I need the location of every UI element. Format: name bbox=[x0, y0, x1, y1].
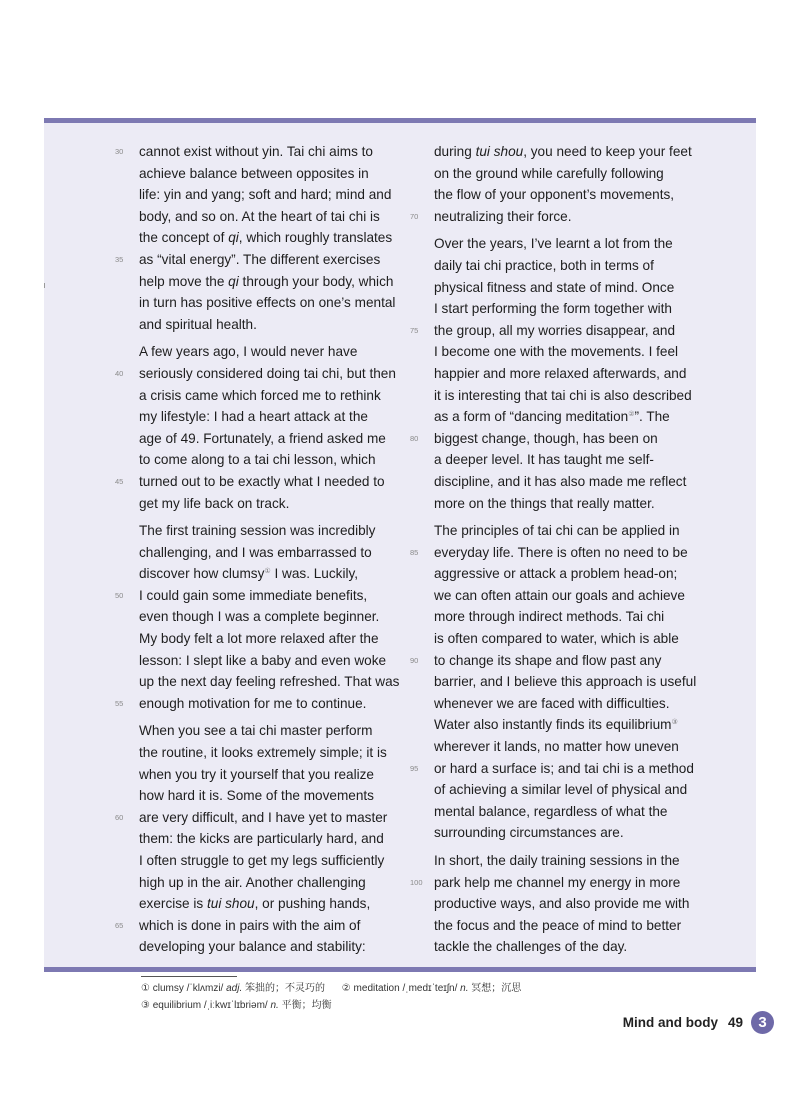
text-line bbox=[410, 428, 706, 450]
line-text: Water also instantly finds its equilibrium③ bbox=[434, 717, 678, 733]
paragraph bbox=[410, 850, 706, 958]
text-line bbox=[139, 385, 409, 407]
line-text: life: yin and yang; soft and hard; mind and bbox=[139, 187, 392, 203]
text-line bbox=[139, 271, 409, 293]
line-number: 50 bbox=[115, 590, 124, 600]
text-line bbox=[115, 915, 409, 937]
line-number: 40 bbox=[115, 368, 124, 378]
line-number: 30 bbox=[115, 147, 124, 156]
line-text: the concept of qi, which roughly translates bbox=[139, 230, 393, 246]
line-number: 45 bbox=[115, 476, 124, 486]
text-line bbox=[434, 563, 706, 585]
line-text: during tui shou, you need to keep your feet bbox=[434, 144, 692, 159]
line-text: which is done in pairs with the aim of bbox=[139, 917, 361, 933]
line-text: the routine, it looks extremely simple; it is bbox=[139, 745, 387, 761]
line-text: the focus and the peace of mind to better bbox=[434, 917, 682, 933]
line-text: A few years ago, I would never have bbox=[139, 344, 358, 360]
text-line bbox=[139, 785, 409, 807]
text-line bbox=[434, 277, 706, 299]
paragraph bbox=[115, 141, 409, 335]
text-line bbox=[139, 764, 409, 786]
line-text: as a form of “dancing meditation②”. The bbox=[434, 409, 670, 425]
text-line bbox=[139, 893, 409, 915]
text-line bbox=[115, 363, 409, 385]
text-line bbox=[139, 520, 409, 542]
text-line bbox=[434, 628, 706, 650]
line-text: discipline, and it has also made me reflect bbox=[434, 473, 687, 489]
text-line bbox=[115, 585, 409, 607]
text-line bbox=[434, 693, 706, 715]
line-text: of achieving a similar level of physical and bbox=[434, 782, 688, 798]
line-text: In short, the daily training sessions in the bbox=[434, 853, 680, 868]
line-text: or hard a surface is; and tai chi is a method bbox=[434, 760, 694, 776]
text-line bbox=[139, 163, 409, 185]
text-line bbox=[139, 206, 409, 228]
line-text: park help me channel my energy in more bbox=[434, 874, 681, 890]
line-text: is often compared to water, which is able bbox=[434, 631, 679, 647]
footnote-rule bbox=[141, 976, 237, 977]
footnote-clumsy: ① clumsy /ˈklʌmzi/ adj. 笨拙的；不灵巧的 bbox=[141, 983, 326, 994]
line-text: everyday life. There is often no need to be bbox=[434, 544, 688, 560]
line-number: 55 bbox=[115, 698, 124, 708]
text-line bbox=[434, 822, 706, 844]
text-line bbox=[139, 314, 409, 336]
text-line bbox=[139, 828, 409, 850]
page-footer bbox=[623, 1010, 774, 1034]
text-line bbox=[139, 671, 409, 693]
text-line bbox=[139, 428, 409, 450]
line-text: When you see a tai chi master perform bbox=[139, 723, 373, 739]
line-text: it is interesting that tai chi is also described bbox=[434, 387, 692, 403]
text-line bbox=[139, 493, 409, 515]
text-line bbox=[115, 693, 409, 715]
line-number: 65 bbox=[115, 920, 124, 930]
line-text: and spiritual health. bbox=[139, 316, 257, 332]
line-text: more on the things that really matter. bbox=[434, 495, 655, 511]
text-line bbox=[434, 298, 706, 320]
text-line bbox=[139, 184, 409, 206]
line-text: discover how clumsy① I was. Luckily, bbox=[139, 566, 359, 582]
line-text: exercise is tui shou, or pushing hands, bbox=[139, 896, 371, 912]
line-text: surrounding circumstances are. bbox=[434, 825, 624, 841]
paragraph bbox=[410, 141, 706, 227]
line-text: more through indirect methods. Tai chi bbox=[434, 609, 665, 625]
text-line bbox=[139, 720, 409, 742]
line-text: I become one with the movements. I feel bbox=[434, 344, 679, 360]
text-line bbox=[434, 233, 706, 255]
text-line bbox=[434, 341, 706, 363]
text-line bbox=[139, 936, 409, 958]
line-text: up the next day feeling refreshed. That was bbox=[139, 674, 400, 690]
margin-tick bbox=[44, 283, 45, 288]
line-number: 75 bbox=[410, 325, 419, 335]
line-text: aggressive or attack a problem head-on; bbox=[434, 566, 678, 582]
paragraph bbox=[115, 341, 409, 514]
text-line bbox=[139, 650, 409, 672]
text-line bbox=[139, 850, 409, 872]
line-text: how hard it is. Some of the movements bbox=[139, 788, 374, 804]
line-text: daily tai chi practice, both in terms of bbox=[434, 257, 654, 273]
line-number: 85 bbox=[410, 547, 419, 557]
line-text: developing your balance and stability: bbox=[139, 939, 366, 955]
line-text: the flow of your opponent’s movements, bbox=[434, 187, 675, 203]
reading-panel bbox=[44, 118, 756, 972]
line-text: physical fitness and state of mind. Once bbox=[434, 279, 675, 295]
paragraph bbox=[115, 720, 409, 958]
text-line bbox=[410, 542, 706, 564]
text-line bbox=[139, 406, 409, 428]
line-text: I start performing the form together with bbox=[434, 301, 672, 317]
line-text: wherever it lands, no matter how uneven bbox=[434, 739, 679, 755]
text-line bbox=[434, 141, 706, 163]
line-text: happier and more relaxed afterwards, and bbox=[434, 365, 687, 381]
line-text: cannot exist without yin. Tai chi aims to bbox=[139, 144, 373, 159]
line-text: barrier, and I believe this approach is useful bbox=[434, 674, 697, 690]
line-text: high up in the air. Another challenging bbox=[139, 874, 366, 890]
line-number: 35 bbox=[115, 254, 124, 264]
line-number: 70 bbox=[410, 211, 419, 221]
text-line bbox=[139, 742, 409, 764]
line-text: productive ways, and also provide me with bbox=[434, 896, 690, 912]
text-line bbox=[139, 227, 409, 249]
text-line bbox=[434, 184, 706, 206]
text-line bbox=[410, 206, 706, 228]
paragraph bbox=[410, 520, 706, 844]
line-text: My body felt a lot more relaxed after the bbox=[139, 631, 379, 647]
text-line bbox=[434, 801, 706, 823]
text-line bbox=[434, 585, 706, 607]
text-line bbox=[434, 163, 706, 185]
line-text: neutralizing their force. bbox=[434, 208, 572, 224]
line-text: my lifestyle: I had a heart attack at the bbox=[139, 409, 368, 425]
text-line bbox=[434, 893, 706, 915]
text-line bbox=[139, 341, 409, 363]
line-text: help move the qi through your body, which bbox=[139, 273, 394, 289]
text-line bbox=[115, 249, 409, 271]
text-line bbox=[139, 542, 409, 564]
paragraph bbox=[410, 233, 706, 514]
text-line bbox=[410, 872, 706, 894]
line-text: body, and so on. At the heart of tai chi is bbox=[139, 208, 380, 224]
line-text: seriously considered doing tai chi, but then bbox=[139, 365, 396, 381]
text-line bbox=[115, 471, 409, 493]
line-number: 80 bbox=[410, 433, 419, 443]
text-line bbox=[434, 406, 706, 428]
text-line bbox=[434, 606, 706, 628]
line-text: as “vital energy”. The different exercises bbox=[139, 251, 381, 267]
left-text-column bbox=[115, 141, 409, 964]
text-line bbox=[434, 255, 706, 277]
line-text: Over the years, I’ve learnt a lot from the bbox=[434, 236, 673, 252]
text-line bbox=[410, 758, 706, 780]
text-line bbox=[434, 520, 706, 542]
line-text: I could gain some immediate benefits, bbox=[139, 587, 368, 603]
line-text: to come along to a tai chi lesson, which bbox=[139, 452, 376, 468]
text-line bbox=[434, 736, 706, 758]
text-line bbox=[115, 141, 409, 163]
line-text: challenging, and I was embarrassed to bbox=[139, 544, 372, 560]
text-line bbox=[434, 363, 706, 385]
footnote-meditation: ② meditation /ˌmedɪˈteɪʃn/ n. 冥想；沉思 bbox=[341, 983, 522, 994]
text-line bbox=[139, 292, 409, 314]
line-text: them: the kicks are particularly hard, and bbox=[139, 831, 384, 847]
line-text: biggest change, though, has been on bbox=[434, 430, 658, 446]
line-number: 90 bbox=[410, 655, 419, 665]
text-line bbox=[139, 563, 409, 585]
text-line bbox=[139, 872, 409, 894]
line-text: mental balance, regardless of what the bbox=[434, 803, 668, 819]
text-line bbox=[115, 807, 409, 829]
text-line bbox=[434, 471, 706, 493]
line-number: 60 bbox=[115, 812, 124, 822]
line-text: on the ground while carefully following bbox=[434, 165, 664, 181]
line-text: I often struggle to get my legs sufficiently bbox=[139, 853, 385, 868]
line-text: in turn has positive effects on one’s mental bbox=[139, 295, 396, 311]
text-line bbox=[434, 493, 706, 515]
text-line bbox=[434, 850, 706, 872]
line-text: we can often attain our goals and achieve bbox=[434, 587, 685, 603]
line-text: The principles of tai chi can be applied in bbox=[434, 523, 680, 539]
line-text: the group, all my worries disappear, and bbox=[434, 322, 676, 338]
line-number: 95 bbox=[410, 763, 419, 773]
unit-title: Mind and body bbox=[622, 1014, 718, 1030]
line-text: lesson: I slept like a baby and even woke bbox=[139, 652, 387, 668]
text-line bbox=[434, 449, 706, 471]
text-line bbox=[434, 779, 706, 801]
line-text: are very difficult, and I have yet to master bbox=[139, 809, 388, 825]
page-number: 49 bbox=[727, 1014, 743, 1030]
footnotes bbox=[141, 980, 535, 1014]
text-line bbox=[139, 628, 409, 650]
text-line bbox=[139, 449, 409, 471]
text-line bbox=[139, 606, 409, 628]
line-number: 100 bbox=[410, 877, 423, 887]
footnote-equilibrium: ③ equilibrium /ˌiːkwɪˈlɪbriəm/ n. 平衡；均衡 bbox=[141, 1000, 332, 1011]
text-line bbox=[410, 650, 706, 672]
line-text: achieve balance between opposites in bbox=[139, 165, 369, 181]
text-line bbox=[434, 385, 706, 407]
line-text: get my life back on track. bbox=[139, 495, 290, 511]
line-text: even though I was a complete beginner. bbox=[139, 609, 380, 625]
line-text: whenever we are faced with difficulties. bbox=[434, 695, 670, 711]
line-text: when you try it yourself that you realize bbox=[139, 766, 374, 782]
text-line bbox=[434, 714, 706, 736]
line-text: to change its shape and flow past any bbox=[434, 652, 662, 668]
line-text: turned out to be exactly what I needed to bbox=[139, 473, 385, 489]
line-text: age of 49. Fortunately, a friend asked me bbox=[139, 430, 386, 446]
line-text: a crisis came which forced me to rethink bbox=[139, 387, 381, 403]
paragraph bbox=[115, 520, 409, 714]
line-text: tackle the challenges of the day. bbox=[434, 939, 628, 955]
right-text-column bbox=[410, 141, 706, 964]
text-line bbox=[434, 915, 706, 937]
unit-number-badge: 3 bbox=[751, 1011, 774, 1034]
line-text: enough motivation for me to continue. bbox=[139, 695, 367, 711]
text-line bbox=[434, 671, 706, 693]
line-text: The first training session was incredibly bbox=[139, 523, 376, 539]
text-line bbox=[434, 936, 706, 958]
text-line bbox=[410, 320, 706, 342]
line-text: a deeper level. It has taught me self- bbox=[434, 452, 654, 468]
